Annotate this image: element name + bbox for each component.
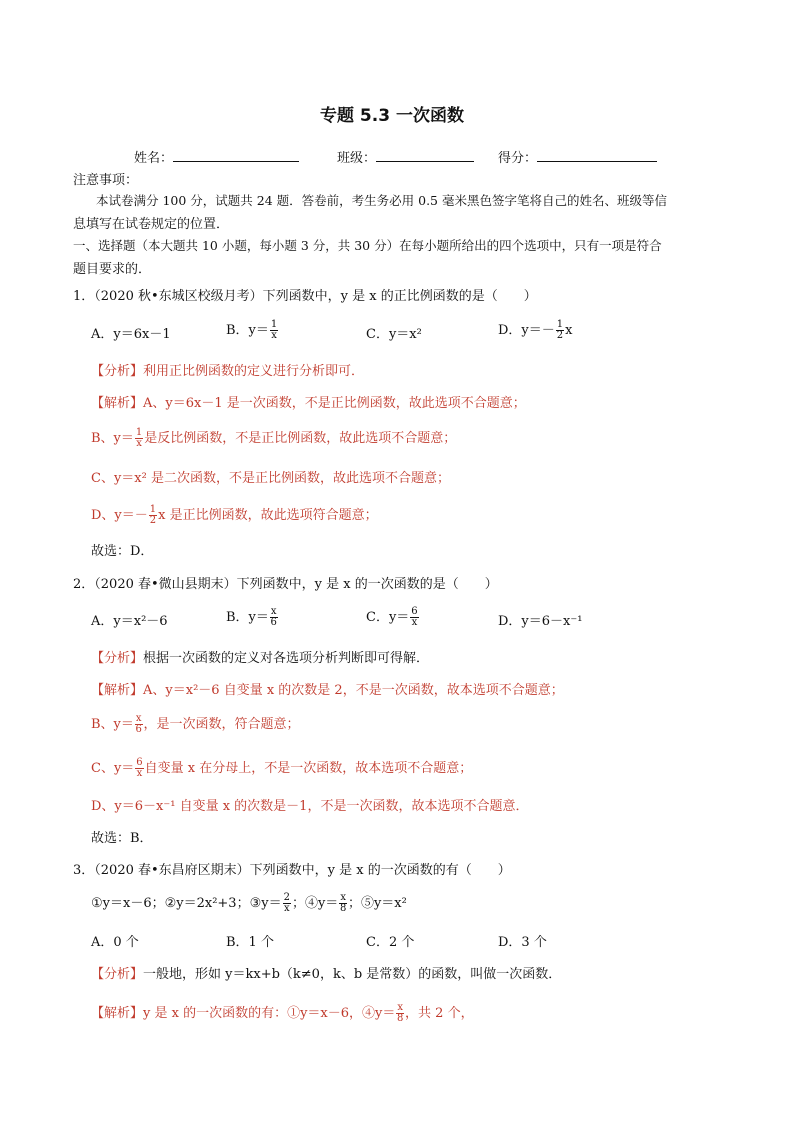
q2-solution-b: B、y＝ $\frac{x}{6}$ ，是一次函数，符合题意； — [91, 713, 300, 735]
fraction: $\frac{1}{2}$ — [149, 504, 157, 526]
solution-tag: 【解析】 — [91, 683, 144, 698]
notice-line-2: 息填写在试卷规定的位置． — [73, 217, 230, 232]
q3-analysis: 【分析】一般地，形如 y＝kx+b（k≠0，k、b 是常数）的函数，叫做一次函数． — [91, 967, 562, 982]
q2-stem: 2．（2020 春•微山县期末）下列函数中，y 是 x 的一次函数的是（ ） — [73, 577, 498, 592]
class-field[interactable] — [376, 147, 474, 162]
fraction: $\frac{x}{6}$ — [135, 713, 142, 735]
q3-option-a: A．0 个 — [91, 935, 139, 950]
fraction: $\frac{1}{2}$ — [556, 319, 564, 341]
class-info — [337, 147, 474, 165]
q3-solution: 【解析】y 是 x 的一次函数的有：①y＝x－6，④y＝ $\frac{x}{8}$ ，共 2 个， — [91, 1002, 474, 1024]
name-label: 姓名： — [134, 151, 174, 166]
fraction: $\frac{x}{6}$ — [270, 606, 277, 628]
fraction: $\frac{x}{8}$ — [339, 892, 347, 914]
fraction: $\frac{1}{x}$ — [135, 427, 143, 449]
q1-answer: 故选：D． — [91, 544, 154, 559]
q1-option-b: B．y＝ $\frac{1}{x}$ — [226, 319, 278, 341]
q2-option-b: B．y＝ $\frac{x}{6}$ — [226, 606, 277, 628]
q1-solution-a: 【解析】A、y＝6x－1 是一次函数，不是正比例函数，故此选项不合题意； — [91, 396, 526, 411]
q1-option-c: C．y＝x² — [366, 327, 422, 342]
q1-analysis: 【分析】利用正比例函数的定义进行分析即可． — [91, 364, 365, 379]
analysis-tag: 【分析】 — [91, 967, 144, 982]
q1-solution-b: B、y＝ $\frac{1}{x}$ 是反比例函数，不是正比例函数，故此选项不合题意； — [91, 427, 457, 449]
score-label: 得分： — [498, 151, 538, 166]
q2-solution-c: C、y＝ $\frac{6}{x}$ 自变量 x 在分母上，不是一次函数，故本选项不合题意； — [91, 757, 473, 779]
analysis-tag: 【分析】 — [91, 651, 144, 666]
q1-stem: 1．（2020 秋•东城区校级月考）下列函数中，y 是 x 的正比例函数的是（ ） — [73, 289, 537, 304]
q2-option-c: C．y＝ $\frac{6}{x}$ — [366, 606, 418, 628]
section-line-1: 一、选择题（本大题共 10 小题，每小题 3 分，共 30 分）在每小题所给出的四个选项中，只有一项是符合 — [73, 238, 662, 253]
student-info-row — [134, 147, 299, 165]
q2-option-a: A．y＝x²－6 — [91, 614, 168, 629]
name-field[interactable] — [173, 147, 299, 162]
notice-line-1: 本试卷满分 100 分，试题共 24 题．答卷前，考生务必用 0.5 毫米黑色签字笔将自己的姓名、班级等信 — [96, 193, 667, 208]
q3-option-c: C．2 个 — [366, 935, 415, 950]
q3-items: ①y＝x－6；②y＝2x²+3；③y＝ $\frac{2}{x}$ ；④y＝ $\frac{x}{8}$ ；⑤y＝x² — [91, 892, 407, 914]
fraction: $\frac{6}{x}$ — [411, 606, 418, 628]
q3-option-d: D．3 个 — [498, 935, 547, 950]
q1-solution-d: D、y＝－ $\frac{1}{2}$ x 是正比例函数，故此选项符合题意； — [91, 504, 378, 526]
fraction: $\frac{1}{x}$ — [270, 319, 278, 341]
class-label: 班级： — [337, 151, 377, 166]
fraction: $\frac{2}{x}$ — [283, 892, 290, 914]
page-title: 专题 5.3 一次函数 — [320, 106, 464, 126]
fraction: $\frac{6}{x}$ — [136, 757, 143, 779]
q1-option-a: A．y＝6x－1 — [91, 327, 171, 342]
q2-solution-a: 【解析】A、y＝x²－6 自变量 x 的次数是 2，不是一次函数，故本选项不合题意； — [91, 683, 564, 698]
q2-analysis: 【分析】根据一次函数的定义对各选项分析判断即可得解． — [91, 651, 430, 666]
notice-heading: 注意事项： — [73, 173, 139, 188]
section-line-2: 题目要求的． — [73, 262, 152, 277]
q1-option-d: D．y＝－ $\frac{1}{2}$ x — [498, 319, 573, 341]
score-field[interactable] — [537, 147, 657, 162]
score-info — [498, 147, 657, 165]
solution-tag: 【解析】 — [91, 396, 144, 411]
analysis-tag: 【分析】 — [91, 364, 144, 379]
q1-solution-c: C、y＝x² 是二次函数，不是正比例函数，故此选项不合题意； — [91, 471, 450, 486]
q2-option-d: D．y＝6－x⁻¹ — [498, 614, 583, 629]
q3-option-b: B．1 个 — [226, 935, 274, 950]
fraction: $\frac{x}{8}$ — [397, 1002, 404, 1024]
q3-stem: 3．（2020 春•东昌府区期末）下列函数中，y 是 x 的一次函数的有（ ） — [73, 863, 511, 878]
solution-tag: 【解析】 — [91, 1006, 144, 1021]
q2-solution-d: D、y＝6－x⁻¹ 自变量 x 的次数是－1，不是一次函数，故本选项不合题意． — [91, 799, 529, 814]
q2-answer: 故选：B． — [91, 831, 153, 846]
